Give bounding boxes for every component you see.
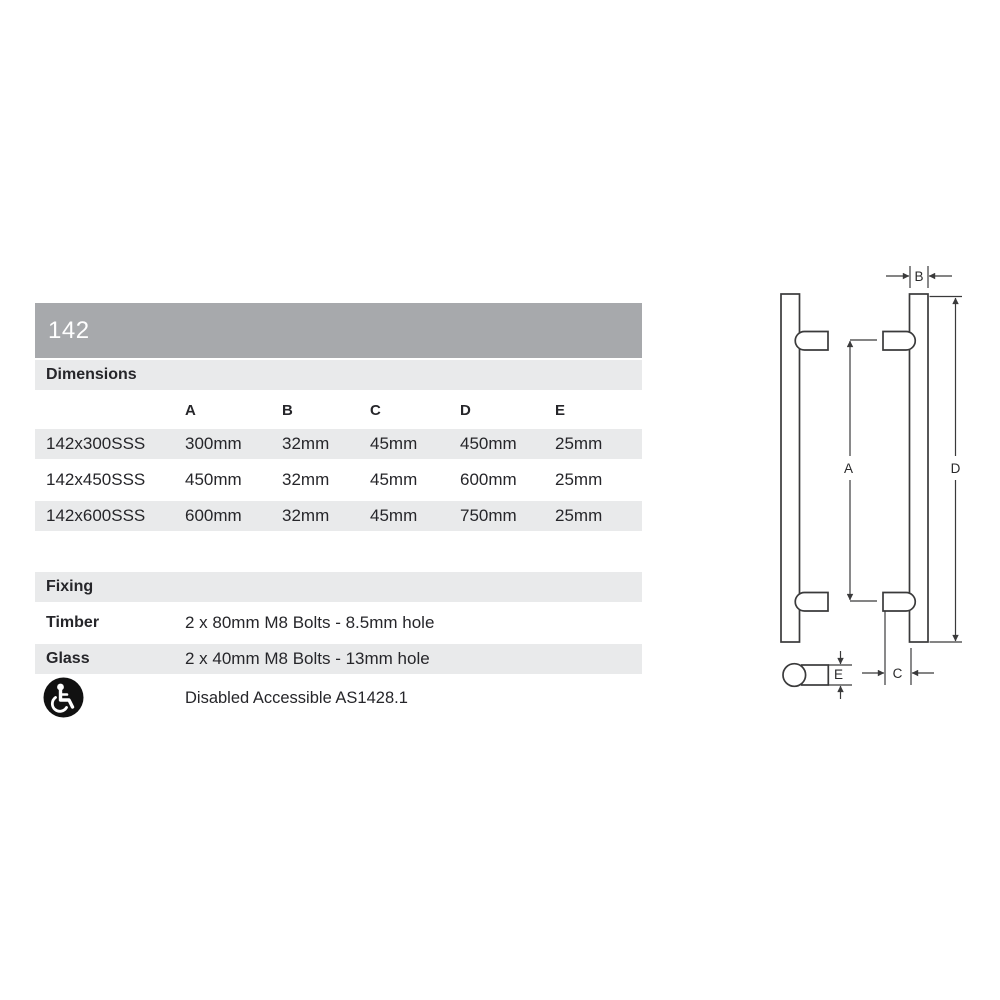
dimension-b-label: B bbox=[914, 269, 924, 284]
value-a: 300mm bbox=[185, 434, 242, 453]
accessibility-note bbox=[35, 677, 642, 721]
column-header-c: C bbox=[370, 402, 381, 419]
spec-sheet bbox=[35, 303, 642, 721]
product-code: 142x450SSS bbox=[46, 470, 146, 489]
column-header-d: D bbox=[460, 402, 471, 419]
dimension-c-label: C bbox=[892, 666, 903, 681]
dimensions-section-label: Dimensions bbox=[46, 366, 137, 383]
dimension-b bbox=[886, 266, 952, 288]
column-header-a: A bbox=[185, 402, 196, 419]
table-row bbox=[35, 429, 642, 459]
handle-top-view bbox=[783, 664, 828, 687]
dimension-a-label: A bbox=[843, 461, 854, 476]
table-row bbox=[35, 501, 642, 531]
dimension-e-label: E bbox=[833, 667, 844, 682]
value-c: 45mm bbox=[370, 434, 418, 453]
mounting-post-left-top bbox=[795, 332, 828, 351]
mounting-post-left-bottom bbox=[795, 593, 828, 612]
handle-technical-drawing bbox=[755, 245, 985, 720]
value-e: 25mm bbox=[555, 470, 603, 489]
mounting-post-right-bottom bbox=[883, 593, 915, 612]
value-e: 25mm bbox=[555, 434, 603, 453]
dimensions-section-header bbox=[35, 360, 642, 390]
model-header-band bbox=[35, 303, 642, 358]
dimension-a bbox=[844, 340, 877, 601]
value-d: 600mm bbox=[460, 470, 517, 489]
value-e: 25mm bbox=[555, 506, 603, 525]
fixing-section-header bbox=[35, 572, 642, 602]
header-spacer bbox=[35, 398, 185, 424]
fixing-value: 2 x 80mm M8 Bolts - 8.5mm hole bbox=[185, 613, 435, 632]
value-b: 32mm bbox=[282, 470, 330, 489]
fixing-row-timber bbox=[35, 608, 642, 638]
dimension-d-label: D bbox=[950, 461, 961, 476]
dimension-e bbox=[828, 651, 852, 699]
value-b: 32mm bbox=[282, 434, 330, 453]
wheelchair-icon bbox=[43, 677, 84, 718]
table-row bbox=[35, 465, 642, 495]
value-d: 750mm bbox=[460, 506, 517, 525]
fixing-label: Timber bbox=[46, 614, 100, 631]
fixing-section-label: Fixing bbox=[46, 578, 94, 595]
fixing-row-glass bbox=[35, 644, 642, 674]
model-number: 142 bbox=[48, 317, 90, 344]
fixing-label: Glass bbox=[46, 650, 90, 667]
value-a: 600mm bbox=[185, 506, 242, 525]
value-b: 32mm bbox=[282, 506, 330, 525]
value-c: 45mm bbox=[370, 506, 418, 525]
product-code: 142x300SSS bbox=[46, 434, 146, 453]
dimensions-column-headers bbox=[35, 398, 642, 424]
accessibility-text: Disabled Accessible AS1428.1 bbox=[185, 689, 408, 707]
column-header-b: B bbox=[282, 402, 293, 419]
value-c: 45mm bbox=[370, 470, 418, 489]
value-d: 450mm bbox=[460, 434, 517, 453]
value-a: 450mm bbox=[185, 470, 242, 489]
fixing-value: 2 x 40mm M8 Bolts - 13mm hole bbox=[185, 649, 430, 668]
product-code: 142x600SSS bbox=[46, 506, 146, 525]
bar-cross-section bbox=[783, 664, 806, 687]
dimension-d bbox=[930, 297, 963, 643]
mounting-post-right-top bbox=[883, 332, 915, 351]
column-header-e: E bbox=[555, 402, 566, 419]
